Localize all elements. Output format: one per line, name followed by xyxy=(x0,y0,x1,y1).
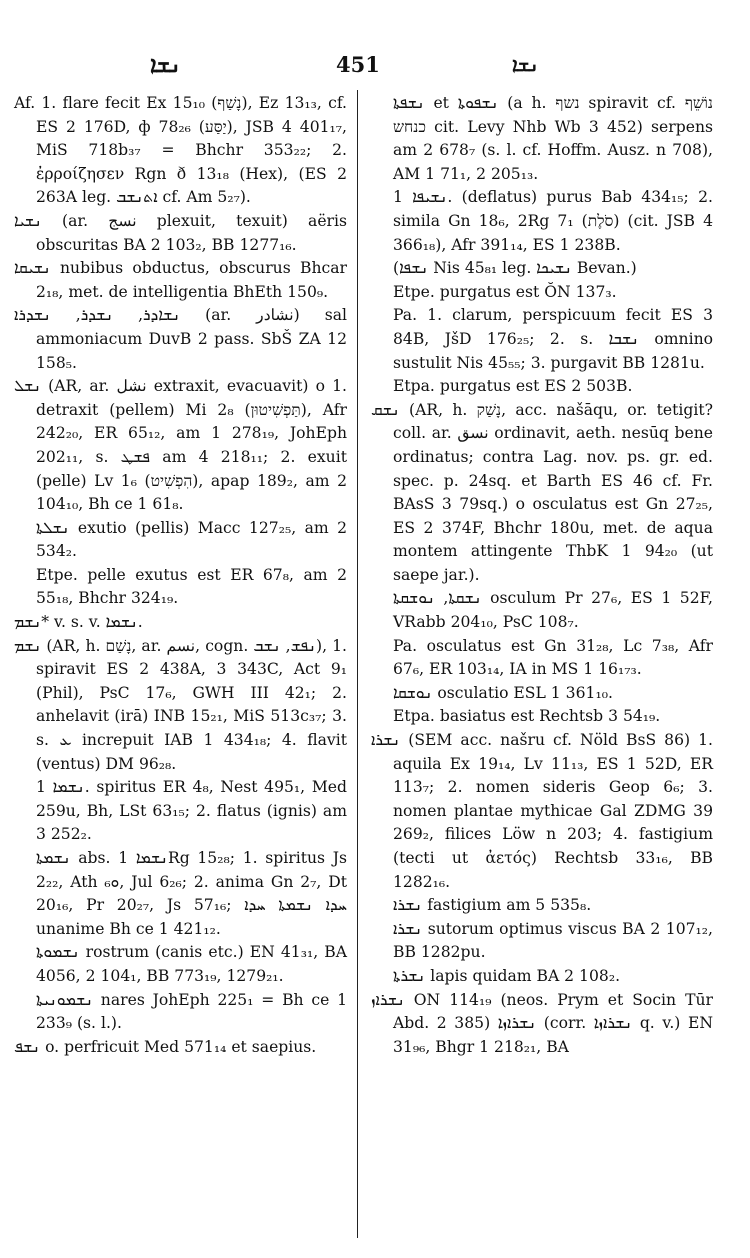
dictionary-entry: ܢܫܐܕܪ, ܢܫܕܪ, ܢܫܕܪܐ (ar. نشادر) sal ammoniacum DuvB 2 pass. SbŠ ZA 12 158₅. xyxy=(14,306,347,372)
left-column xyxy=(14,92,347,1059)
right-column xyxy=(371,92,713,1059)
dictionary-entry: ܢܫܝܦܐ 1. (deflatus) purus Bab 434₁₅; 2. simila Gn 18₆, 2Rg 7₁ (סֹלֶת) (cit. JSB 4 366₁₈), Afr 391₁₄, ES 1 238B. xyxy=(393,188,713,254)
dictionary-entry: Etpe. purgatus est ŎN 137₃. xyxy=(393,282,617,301)
dictionary-entry: ܢܫܡ* v. s. v. ܢܫܡܐ. xyxy=(14,613,143,632)
dictionary-entry: ܢܫܝܐ (ar. نسج plexuit, texuit) aëris obscuritas BA 2 103₂, BB 1277₁₆. xyxy=(14,211,347,254)
dictionary-entry: Af. 1. flare fecit Ex 15₁₀ (נָשַׁף), Ez 13₁₃, cf. ES 2 176D, ф 78₂₆ (יַסַּע), JSB 4 401₁₇, MiS 718b₃₇ = Bhchr 353₂₂; 2. ἐρροίζησεν Rgn ð 13₁₈ (Hex), (ES 2 263A leg. ܐܬܢܫܒ cf. Am 5₂₇). xyxy=(14,94,347,207)
dictionary-entry: (ܢܫܦܐ Nis 45₈₁ leg. ܢܫܝܟܐ Bevan.) xyxy=(393,259,637,278)
dictionary-entry: ܢܫܪܬܐ lapis quidam BA 2 108₂. xyxy=(393,966,621,985)
dictionary-entry: ܢܫܩܬܐ, ܢܘܫܩܬܐ osculum Pr 27₆, ES 1 52F, VRabb 204₁₀, PsC 108₇. xyxy=(393,589,713,632)
dictionary-entry: Pa. osculatus est Gn 31₂₈, Lc 7₃₈, Afr 67₆, ER 103₁₄, IA in MS 1 16₁₇₃. xyxy=(393,636,713,679)
dictionary-entry: ܢܫܦ o. perfricuit Med 571₁₄ et saepius. xyxy=(14,1037,317,1056)
dictionary-entry: Etpa. purgatus est ES 2 503B. xyxy=(393,377,633,396)
dictionary-entry: Etpe. pelle exutus est ER 67₈, am 2 55₁₈, Bhchr 324₁₉. xyxy=(36,565,347,608)
header-left-headword: ܢܫܐ xyxy=(150,52,181,78)
dictionary-entry: Pa. 1. clarum, perspicuum fecit ES 3 84B, JšD 176₂₅; 2. s. ܢܫܒܐ omnino sustulit Nis 45₅₅; 3. purgavit BB 1281u. xyxy=(393,306,714,372)
dictionary-entry: ܢܫܡܘܬܐ rostrum (canis etc.) EN 41₃₁, BA 4056, 2 104₁, BB 773₁₉, 1279₂₁. xyxy=(36,943,347,985)
page-number: 451 xyxy=(336,52,380,77)
page-header xyxy=(0,52,750,82)
dictionary-entry: ܢܫܪܐ fastigium am 5 535₈. xyxy=(393,896,592,915)
dictionary-entry: ܢܫܡܐ 1. spiritus ER 4₈, Nest 495₁, Med 259u, Bh, LSt 63₁₅; 2. flatus (ignis) am 3 252₂. xyxy=(36,778,347,844)
dictionary-entry: ܢܫܠ (AR, ar. نشل extraxit, evacuavit) o 1. detraxit (pellem) Mi 2₈ (תַּפְשִׁיטוּן), Afr 242₂₀, ER 65₁₂, am 1 278₁₉, JohEph 202₁₁, s. ܦܫܛ am 4 218₁₁; 2. exuit (pelle) Lv 1₆ (הִפְשִׁיט), apap 189₂, am 2 104₁₀, Bh ce 1 61₈. xyxy=(14,377,348,514)
dictionary-entry: ܢܫܡܬܐ abs. ܢܫܡܐ 1Rg 15₂₈; 1. spiritus Js 2₂₂, Ath ܘ₆, Jul 6₂₆; 2. anima Gn 2₇, Dt 20₁₆, Pr 20₂₇, Js 57₁₆; ܚܕܐ ܢܫܡܬܐ ܚܕܐ unanime Bh ce 1 421₁₂. xyxy=(36,849,347,938)
dictionary-entry: ܢܫܪܐ sutorum optimus viscus BA 2 107₁₂, BB 1282pu. xyxy=(393,919,713,962)
dictionary-entry: Etpa. basiatus est Rechtsb 3 54₁₉. xyxy=(393,707,661,726)
dictionary-entry: ܢܫܠܬܐ exutio (pellis) Macc 127₂₅, am 2 534₂. xyxy=(36,518,347,561)
column-divider xyxy=(357,90,358,1238)
dictionary-entry: ܢܘܫܩܐ osculatio ESL 1 361₁₀. xyxy=(393,683,613,702)
header-right-headword: ܢܫܐ xyxy=(512,54,539,76)
dictionary-entry: ܢܫܦܬܐ et ܢܫܦܘܬܐ (a h. נשף spiravit cf. נוֹשֵׁף כנחש cit. Levy Nhb Wb 3 452) serpens am 2 678₇ (s. l. cf. Hoffm. Ausz. n 708), AM 1 71₁, 2 205₁₃. xyxy=(393,94,713,183)
dictionary-entry: ܢܫܪܐ (SEM acc. našru cf. Nöld BsS 86) 1. aquila Ex 19₁₄, Lv 11₁₃, ES 1 52D, ER 113₇; 2. nomen sideris Geop 6₆; 3. nomen plantae mythicae Gal ZDMG 39 269₂, filices Löw n 203; 4. fastigium (tecti ut ἀετός) Rechtsb 33₁₆, BB 1282₁₆. xyxy=(371,731,713,891)
dictionary-entry: ܢܫܝܩܐ nubibus obductus, obscurus Bhcar 2₁₈, met. de intelligentia BhEth 150₉. xyxy=(14,259,347,301)
dictionary-entry: ܢܫܡ (AR, h. נָשַׁם, ar. نسم, cogn. ܢܦܫ, ܢܫܒ), 1. spiravit ES 2 438A, 3 343C, Act 9₁ (Phil), PsC 17₆, GWH III 42₁; 2. anhelavit (irā) INB 15₂₁, MiS 513c₃₇; 3. s. ܥ increpuit IAB 1 434₁₈; 4. flavit (ventus) DM 96₂₈. xyxy=(14,636,348,773)
dictionary-entry: ܢܫܩ (AR, h. נָשַׁק, acc. našāqu, or. tetigit? coll. ar. نسق ordinavit, aeth. nesūq bene ordinatus; contra Lag. nov. ps. gr. ed. spec. p. 24sq. et Barth ES 46 cf. Fr. BAsS 3 79sq.) o osculatus est Gn 27₂₅, ES 2 374F, Bhchr 180u, met. de aqua montem attingente ThbK 1 94₂₀ (ut saepe jar.). xyxy=(371,400,713,584)
dictionary-entry: ܢܫܡܘܢܝܬܐ nares JohEph 225₁ = Bh ce 1 233₉ (s. l.). xyxy=(36,990,347,1033)
dictionary-entry: ܢܫܪܐܙ ON 114₁₉ (neos. Prym et Socin Tūr Abd. 2 385) ܢܫܪܐܙܐ (corr. ܢܫܪܐܙܐ q. v.) EN 31₉₆, Bhgr 1 218₂₁, BA xyxy=(371,990,713,1056)
